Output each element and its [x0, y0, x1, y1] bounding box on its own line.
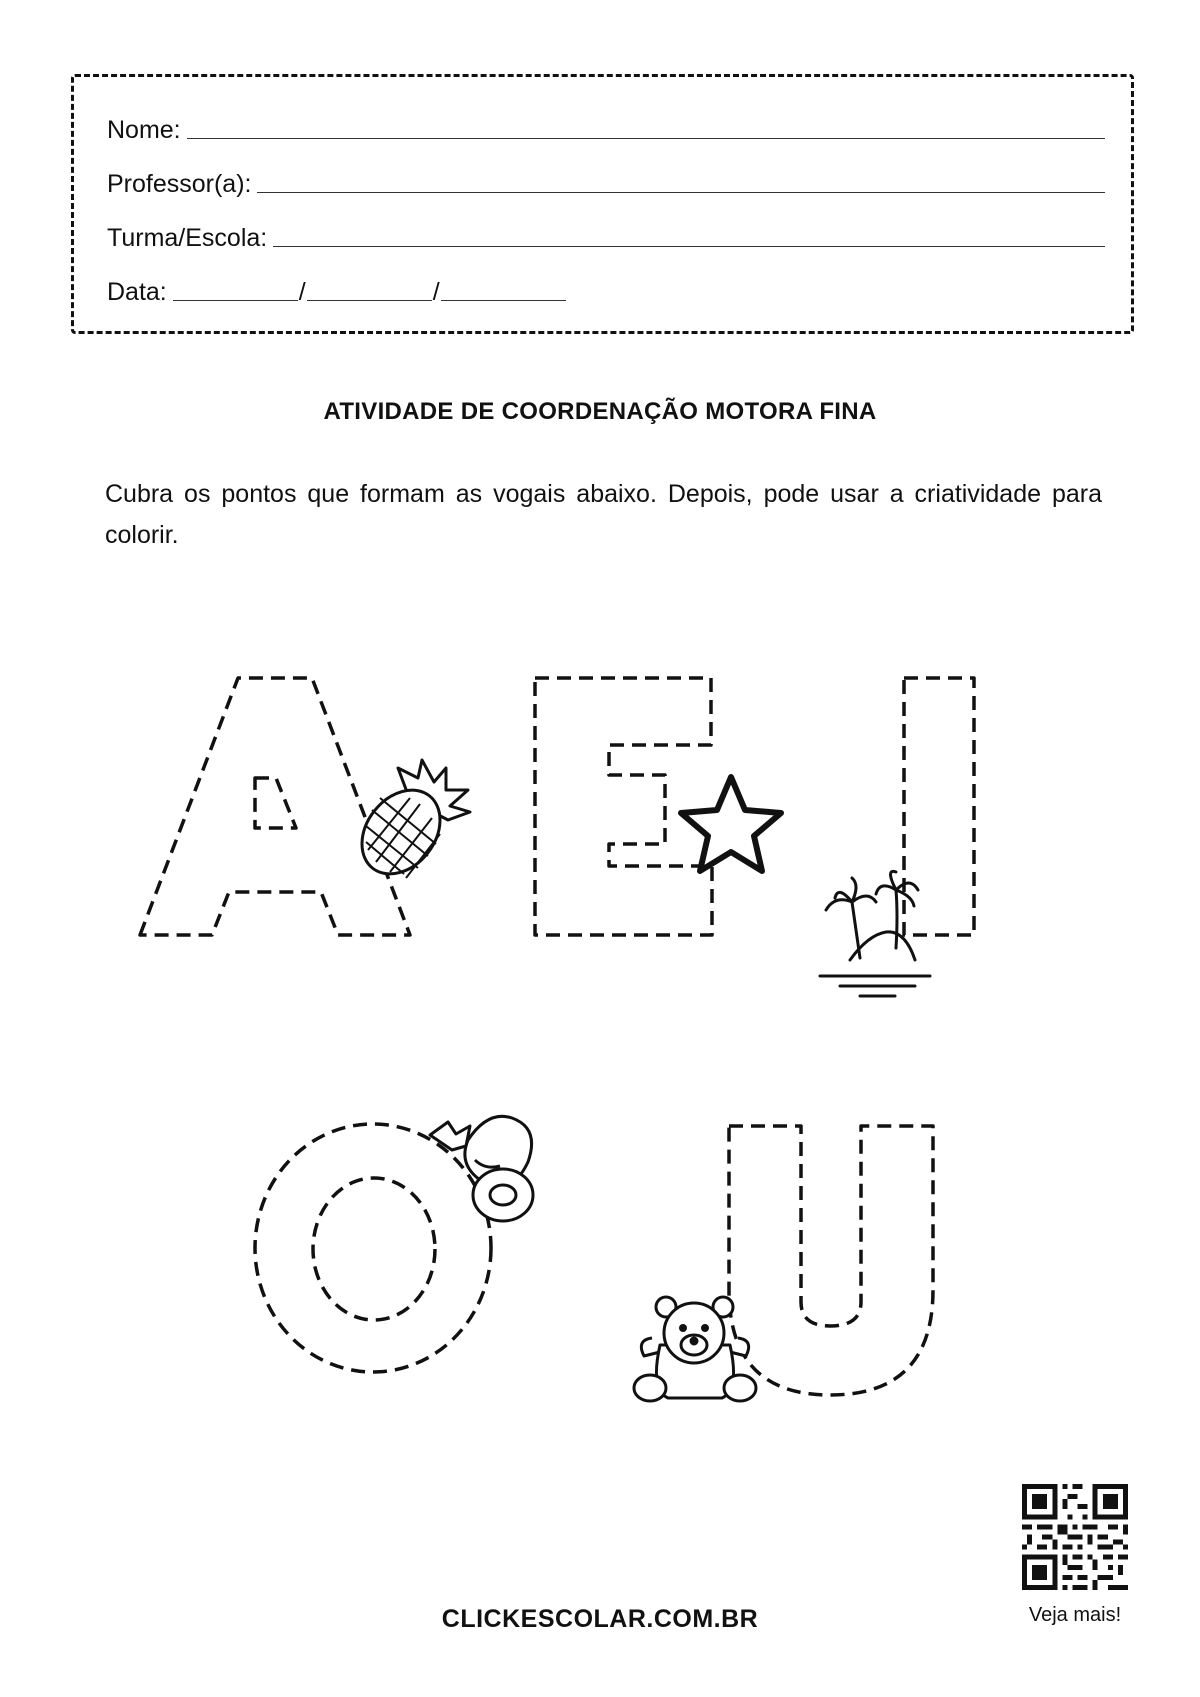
qr-code[interactable] — [1022, 1484, 1128, 1590]
letter-u-outline[interactable] — [729, 1126, 933, 1395]
qr-caption: Veja mais! — [1028, 1604, 1122, 1626]
class-label: Turma/Escola: — [107, 224, 268, 252]
letter-a-outline[interactable] — [140, 678, 410, 935]
activity-title: ATIVIDADE DE COORDENAÇÃO MOTORA FINA — [323, 398, 877, 425]
letter-i-outline[interactable] — [904, 678, 974, 935]
website-link[interactable]: CLICKESCOLAR.COM.BR — [441, 1605, 759, 1633]
star-icon — [681, 777, 781, 871]
date-label: Data: — [107, 278, 167, 306]
teddy-bear-icon — [634, 1297, 756, 1401]
egg-icon — [430, 1116, 533, 1221]
teacher-label: Professor(a): — [107, 170, 252, 198]
letter-o-outline[interactable] — [255, 1124, 491, 1372]
pineapple-icon — [346, 760, 470, 889]
name-label: Nome: — [107, 116, 181, 144]
date-separator: / — [432, 278, 440, 306]
date-separator: / — [298, 278, 306, 306]
activity-instructions: Cubra os pontos que formam as vogais abaixo. Depois, pode usar a criatividade para colorir. — [105, 480, 1102, 549]
letter-e-outline[interactable] — [535, 678, 712, 935]
